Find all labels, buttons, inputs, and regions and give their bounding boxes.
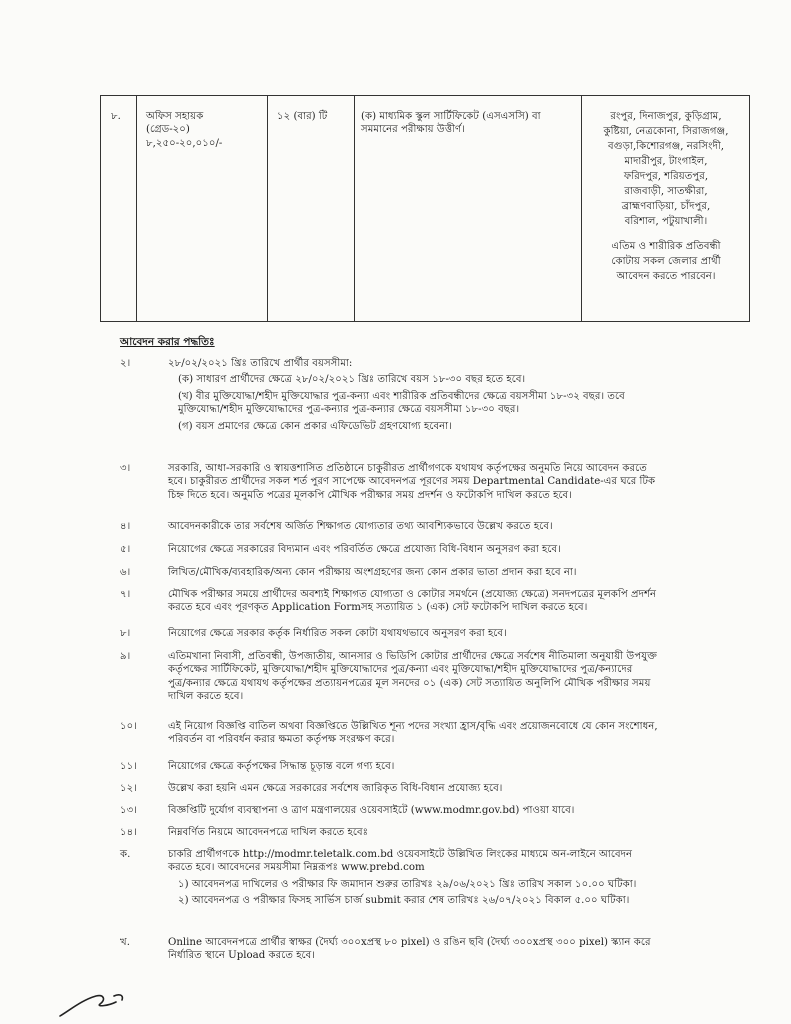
item-text [168,848,748,908]
item-number: ৪। [120,521,131,532]
item-line: হবে। চাকুরীরত প্রার্থীদের সকল শর্ত পুরণ সাপেক্ষে আবেদনপত্র পূরণের সময় Departmental Candidate-এর ঘরে টিক [168,476,656,488]
item-number: ২। [120,358,131,369]
item-number: ক. [120,849,131,860]
item-line: উল্লেখ করা হয়নি এমন ক্ষেত্রে সরকারের সর্বশেষ জারিকৃত বিধি-বিধান প্রযোজ্য হবে। [168,783,503,794]
item-text [168,650,748,704]
item-number: ১৪। [120,827,137,838]
item-text [168,627,748,640]
district-line: বগুড়া,কিশোরগঞ্জ, নরসিংদী, [608,140,724,152]
item-number: ৮। [120,628,131,639]
item-line: নির্ধারিত স্থানে Upload করতে হবে। [168,950,315,962]
item-number: ৫। [120,544,131,555]
quota-line: কোটায় সকল জেলার প্রার্থী [611,256,721,268]
item-line: Online আবেদনপত্রে প্রার্থীর স্বাক্ষর (দৈর্ঘ্য ৩০০xপ্রস্থ ৮০ pixel) ও রঙিন ছবি (দৈর্ঘ্য ৩০০xপ্রস্থ ৩০০ pixel) স্ক্যান করে [168,937,651,948]
item-number: খ. [120,937,130,948]
item-line: পুত্র/কন্যার ক্ষেত্রে যথাযথ কর্তৃপক্ষের প্রত্যায়নপত্রের মূল সনদের ০১ (এক) সেট সত্যায়িত অনুলিপি মৌখিক পরীক্ষার সময় [168,677,651,689]
qualification-line: সমমানের পরীক্ষায় উত্তীর্ণ। [361,124,465,136]
item-line: আবেদনকারীকে তার সর্বশেষ অর্জিত শিক্ষাগত যোগ্যতার তথ্য আবশ্যিকভাবে উল্লেখ করতে হবে। [168,521,553,532]
item-line: সরকারি, আধা-সরকারি ও স্বায়ত্তশাসিত প্রতিষ্ঠানে চাকুরীরত প্রার্থীগণকে যথাযথ কর্তৃপক্ষের অনুমতি নিয়ে আবেদন করতে [168,463,647,474]
sub-item-line: (খ) বীর মুক্তিযোদ্ধা/শহীদ মুক্তিযোদ্ধার পুত্র-কন্যা এবং শারীরিক প্রতিবন্ধীদের ক্ষেত্রে বয়সসীমা ১৮-৩২ বছর। তবে [178,390,625,402]
item-line: পরিবর্তন বা পরিবর্ধন করার ক্ষমতা কর্তৃপক্ষ সংরক্ষণ করে। [168,734,395,746]
serial-number: ৮. [111,111,121,122]
item-line: নিয়োগের ক্ষেত্রে কর্তৃপক্ষের সিদ্ধান্ত চূড়ান্ত বলে গণ্য হবে। [168,761,395,772]
district-line: বরিশাল, পটুয়াখালী। [624,215,708,227]
item-number: ৩। [120,463,131,474]
post-cell [146,110,222,150]
item-line: দাখিল করতে হবে। [168,691,244,703]
post-name: অফিস সহায়ক [146,111,204,122]
item-line: চিহ্ন দিতে হবে। অনুমতি পত্রের মূলকপি মৌখিক পরীক্ষার সময় প্রদর্শন ও ফটোকপি দাখিল করতে হবে। [168,489,572,501]
sub-item-kha [168,390,748,417]
item-line: করতে হবে। আবেদনের সময়সীমা নিম্নরূপঃ www.prebd.com [168,862,425,874]
item-text [168,357,748,433]
schedule-end [168,894,748,907]
sub-item-line: (গ) বয়স প্রমাণের ক্ষেত্রে কোন প্রকার এফিডেভিট গ্রহণযোগ্য হবেনা। [178,420,452,432]
item-number: ৭। [120,589,131,600]
item-line: চাকরি প্রার্থীগণকে http://modmr.teletalk.com.bd ওয়েবসাইটে উল্লিখিত লিংকের মাধ্যমে অন-লাইনে আবেদন [168,849,633,860]
table-divider [136,96,137,321]
district-line: ফরিদপুর, শরিয়তপুর, [623,170,709,182]
item-line: এতিমখানা নিবাসী, প্রতিবন্ধী, উপজাতীয়, আনসার ও ভিডিপি কোটার প্রার্থীদের ক্ষেত্রে সর্বশেষ নীতিমালা অনুযায়ী উপযুক্ত [168,651,658,662]
district-line: রাজবাড়ী, সাতক্ষীরা, [624,185,708,197]
quota-line: আবেদন করতে পারবেন। [616,271,716,283]
item-text [168,826,748,839]
table-divider [267,96,268,321]
item-line: লিখিত/মৌখিক/ব্যবহারিক/অন্য কোন পরীক্ষায় অংশগ্রহণের জন্য কোন প্রকার ভাতা প্রদান করা হবে না। [168,567,577,578]
item-line: নিয়োগের ক্ষেত্রে সরকার কর্তৃক নির্ধারিত সকল কোটা যথাযথভাবে অনুসরণ করা হবে। [168,628,507,639]
item-line: করতে হবে এবং পূরণকৃত Application Formসহ সত্যায়িত ১ (এক) সেট ফটোকপি দাখিল করতে হবে। [168,602,588,614]
table-divider [354,96,355,321]
table-divider [581,96,582,321]
sub-item-ka [168,373,748,386]
qualification-line: (ক) মাধ্যমিক স্কুল সার্টিফিকেট (এসএসসি) বা [361,111,541,122]
district-line: ব্রাহ্মণবাড়িয়া, চাঁদপুর, [621,200,711,212]
serial-cell [111,110,121,123]
qualification-cell [361,110,541,137]
item-text [168,462,748,502]
item-text [168,588,748,615]
item-text [168,520,748,533]
item-line: কর্তৃপক্ষের সার্টিফিকেট, মুক্তিযোদ্ধা/শহীদ মুক্তিযোদ্ধাদের পুত্র/কন্যা এবং মুক্তিযোদ্ধা/শহীদ মুক্তিযোদ্ধাদের পুত্র/কন্যাদের [168,664,633,676]
item-number: ৯। [120,651,131,662]
item-line: নিম্নবর্ণিত নিয়মে আবেদনপত্রে দাখিল করতে হবেঃ [168,827,369,838]
item-number: ১২। [120,783,137,794]
item-line: মৌখিক পরীক্ষার সময়ে প্রার্থীদের অবশ্যই শিক্ষাগত যোগ্যতা ও কোটার সমর্থনে (প্রযোজ্য ক্ষেত্রে) সনদপত্রের মূলকপি প্রদর্শন [168,589,657,600]
item-text [168,760,748,773]
item-text [168,566,748,579]
application-method-heading: আবেদন করার পদ্ধতিঃ [120,336,215,348]
quota-line: এতিম ও শারীরিক প্রতিবন্ধী [611,241,721,253]
item-text [168,720,748,747]
sub-item-line: মুক্তিযোদ্ধা/শহীদ মুক্তিযোদ্ধাদের পুত্র-কন্যার পুত্র-কন্যার ক্ষেত্রে বয়সসীমা ১৮-৩০ বছর। [178,404,520,416]
item-line: নিয়োগের ক্ষেত্রে সরকারের বিদ্যমান এবং পরিবর্তিত ক্ষেত্রে প্রযোজ্য বিধি-বিধান অনুসরণ করা হবে। [168,544,561,555]
item-text [168,543,748,556]
district-cell [585,110,747,285]
post-grade: (গ্রেড-২০) [146,124,190,136]
item-line: ২৮/০২/২০২১ খ্রিঃ তারিখে প্রার্থীর বয়সসীমা: [168,358,353,369]
item-line: বিজ্ঞপ্তিটি দুর্যোগ ব্যবস্থাপনা ও ত্রাণ মন্ত্রণালয়ের ওয়েবসাইটে (www.modmr.gov.bd) পাওয়া যাবে। [168,805,575,816]
item-text [168,782,748,795]
signature-mark [56,986,146,1020]
item-number: ১০। [120,721,137,732]
item-line: এই নিয়োগ বিজ্ঞপ্তি বাতিল অথবা বিজ্ঞপ্তিতে উল্লিখিত শূন্য পদের সংখ্যা হ্রাস/বৃদ্ধি এবং প্রয়োজনবোধে যে কোন সংশোধন, [168,721,658,732]
item-text [168,936,748,963]
sub-item-line: ২) আবেদনপত্র ও পরীক্ষার ফিসহ সার্ভিস চার্জ submit করার শেষ তারিখঃ ২৬/০৭/২০২১ বিকাল ৫.০০ ঘটিকা। [178,895,630,907]
vacancy-table [100,95,750,322]
district-line: কুষ্টিয়া, নেত্রকোনা, সিরাজগঞ্জ, [603,125,729,137]
schedule-start [168,878,748,891]
post-count: ১২ (বার) টি [277,111,328,122]
item-number: ১১। [120,761,137,772]
district-line: রংপুর, দিনাজপুর, কুড়িগ্রাম, [610,111,722,122]
sub-item-ga [168,420,748,433]
count-cell [277,110,327,123]
district-line: মাদারীপুর, টাংগাইল, [624,155,708,167]
quota-note [585,240,747,283]
sub-item-line: ১) আবেদনপত্র দাখিলের ও পরীক্ষার ফি জমাদান শুরুর তারিখঃ ২৯/০৬/২০২১ খ্রিঃ তারিখ সকাল ১০.০০ ঘটিকা। [178,878,637,890]
sub-item-line: (ক) সাধারণ প্রার্থীদের ক্ষেত্রে ২৮/০২/২০২১ খ্রিঃ তারিখে বয়স ১৮-৩০ বছর হতে হবে। [178,374,526,386]
item-number: ৬। [120,567,131,578]
item-text [168,804,748,817]
item-number: ১৩। [120,805,137,816]
post-pay-scale: ৮,২৫০-২০,০১০/- [146,137,223,149]
